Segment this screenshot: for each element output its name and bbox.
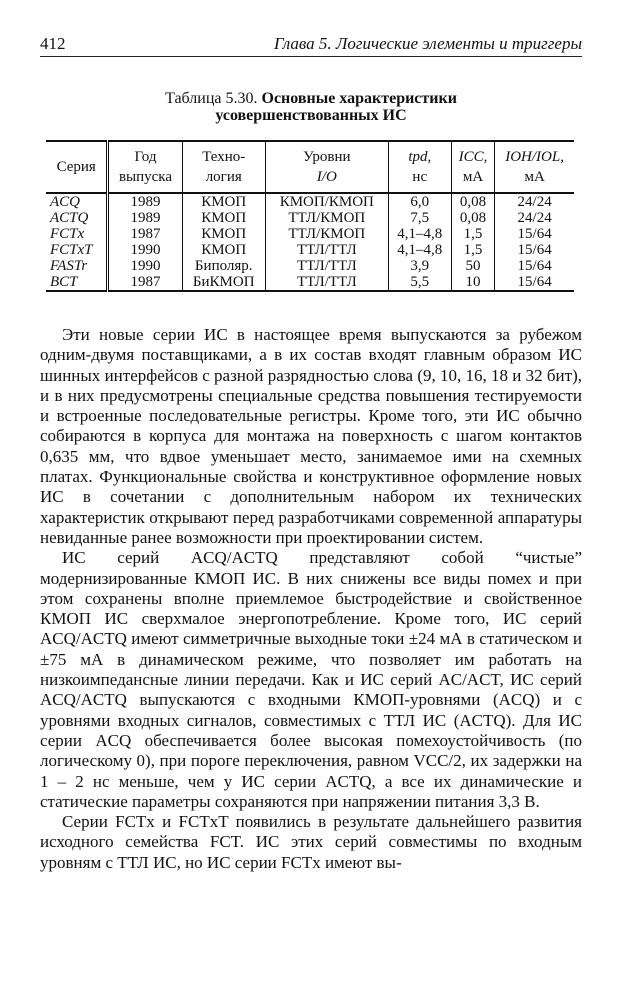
cell-year: 1989: [108, 193, 182, 210]
caption-title-line-1: Основные характеристики: [261, 90, 457, 107]
column-header-levels: Уровни I/O: [265, 141, 388, 193]
paragraph: ИС серий ACQ/ACTQ представляют собой “чистые” модернизированные КМОП ИС. В них снижены все виды помех и при этом сохранены вполне приемлемое быстродействие и свойственное КМОП ИС сверхмалое энергопотребление. Кроме того, ИС серий ACQ/ACTQ имеют симметричные выходные токи ±24 мА в статическом и ±75 мА в динамическом режиме, что позволяет им работать на низкоимпедансные линии передачи. Как и ИС серий AC/ACT, ИС серий ACQ/ACTQ выпускаются с входными КМОП-уровнями (ACQ) и с уровнями входных сигналов, совместимых с ТТЛ ИС (ACTQ). Для ИС серии ACQ обеспечивается более высокая помехоустойчивость (по логическому 0), при пороге переключения, равном VCC/2, их задержки на 1 – 2 нс меньше, чем у ИС серии ACTQ, а все их динамические и статические параметры сохраняются при напряжении питания 3,3 В.: [40, 548, 582, 811]
cell-icc: 1,5: [451, 226, 494, 242]
cell-ioh-iol: 15/64: [495, 258, 574, 274]
cell-levels: КМОП/КМОП: [265, 193, 388, 210]
table-caption: [40, 90, 582, 124]
cell-levels: ТТЛ/КМОП: [265, 226, 388, 242]
cell-series: FCTxT: [50, 242, 93, 258]
cell-icc: 0,08: [451, 193, 494, 210]
column-header-series: Серия: [46, 141, 108, 193]
cell-year: 1990: [108, 258, 182, 274]
cell-series: ACQ: [50, 194, 80, 210]
cell-icc: 1,5: [451, 242, 494, 258]
cell-tpd: 7,5: [388, 210, 451, 226]
cell-tpd: 5,5: [388, 274, 451, 291]
cell-ioh-iol: 24/24: [495, 210, 574, 226]
cell-tpd: 3,9: [388, 258, 451, 274]
column-header-icc: ICC, мА: [451, 141, 494, 193]
page-number: 412: [40, 34, 66, 53]
table-row: [46, 258, 574, 274]
cell-series: FASTr: [50, 258, 88, 274]
column-header-technology: Техно- логия: [182, 141, 265, 193]
cell-ioh-iol: 15/64: [495, 274, 574, 291]
table-row: [46, 242, 574, 258]
cell-levels: ТТЛ/КМОП: [265, 210, 388, 226]
cell-ioh-iol: 15/64: [495, 226, 574, 242]
cell-technology: БиКМОП: [182, 274, 265, 291]
cell-tpd: 6,0: [388, 193, 451, 210]
cell-technology: КМОП: [182, 226, 265, 242]
paragraph: Эти новые серии ИС в настоящее время выпускаются за рубежом одним-двумя поставщиками, а в их состав входят главным образом ИС шинных интерфейсов с разной разрядностью слова (9, 10, 16, 18 и 32 бит), и в них предусмотрены специальные средства повышения тестируемости и встроенные последовательные регистры. Кроме того, эти ИС обычно собираются в корпуса для монтажа на поверхность с шагом контактов 0,635 мм, что вдвое уменьшает место, занимаемое ими на схемных платах. Функциональные свойства и конструктивное оформление новых ИС в сочетании с дополнительным набором их технических характеристик открывают перед разработчиками современной аппаратуры невиданные ранее возможности при проектировании систем.: [40, 325, 582, 547]
caption-label: Таблица 5.30.: [165, 90, 258, 107]
page-header: [40, 34, 582, 57]
cell-icc: 0,08: [451, 210, 494, 226]
cell-ioh-iol: 24/24: [495, 193, 574, 210]
column-header-tpd: tpd, нс: [388, 141, 451, 193]
column-header-year: Год выпуска: [108, 141, 182, 193]
table-row: [46, 193, 574, 210]
cell-series: ACTQ: [50, 210, 89, 226]
table-row: [46, 274, 574, 291]
table-header-row: [46, 141, 574, 193]
caption-line-1: [40, 90, 582, 107]
cell-tpd: 4,1–4,8: [388, 242, 451, 258]
cell-ioh-iol: 15/64: [495, 242, 574, 258]
cell-technology: КМОП: [182, 193, 265, 210]
cell-icc: 50: [451, 258, 494, 274]
cell-year: 1987: [108, 226, 182, 242]
cell-levels: ТТЛ/ТТЛ: [265, 258, 388, 274]
column-header-ioh-iol: IOH/IOL, мА: [495, 141, 574, 193]
table-row: [46, 210, 574, 226]
cell-technology: КМОП: [182, 210, 265, 226]
cell-technology: Биполяр.: [182, 258, 265, 274]
caption-line-2: [40, 107, 582, 124]
body-text: [40, 325, 582, 873]
caption-title-line-2: усовершенствованных ИС: [215, 107, 407, 124]
cell-tpd: 4,1–4,8: [388, 226, 451, 242]
chapter-title: Глава 5. Логические элементы и триггеры: [273, 34, 582, 53]
cell-technology: КМОП: [182, 242, 265, 258]
paragraph: Серии FCTx и FCTxT появились в результате дальнейшего развития исходного семейства FCT. ИС этих серий совместимы по входным уровням с ТТЛ ИС, но ИС серии FCTx имеют вы-: [40, 812, 582, 872]
characteristics-table: [46, 140, 574, 292]
cell-year: 1989: [108, 210, 182, 226]
cell-icc: 10: [451, 274, 494, 291]
cell-levels: ТТЛ/ТТЛ: [265, 274, 388, 291]
cell-year: 1990: [108, 242, 182, 258]
cell-series: FCTx: [50, 226, 85, 242]
cell-year: 1987: [108, 274, 182, 291]
cell-levels: ТТЛ/ТТЛ: [265, 242, 388, 258]
cell-series: BCT: [46, 274, 108, 291]
table-row: [46, 226, 574, 242]
